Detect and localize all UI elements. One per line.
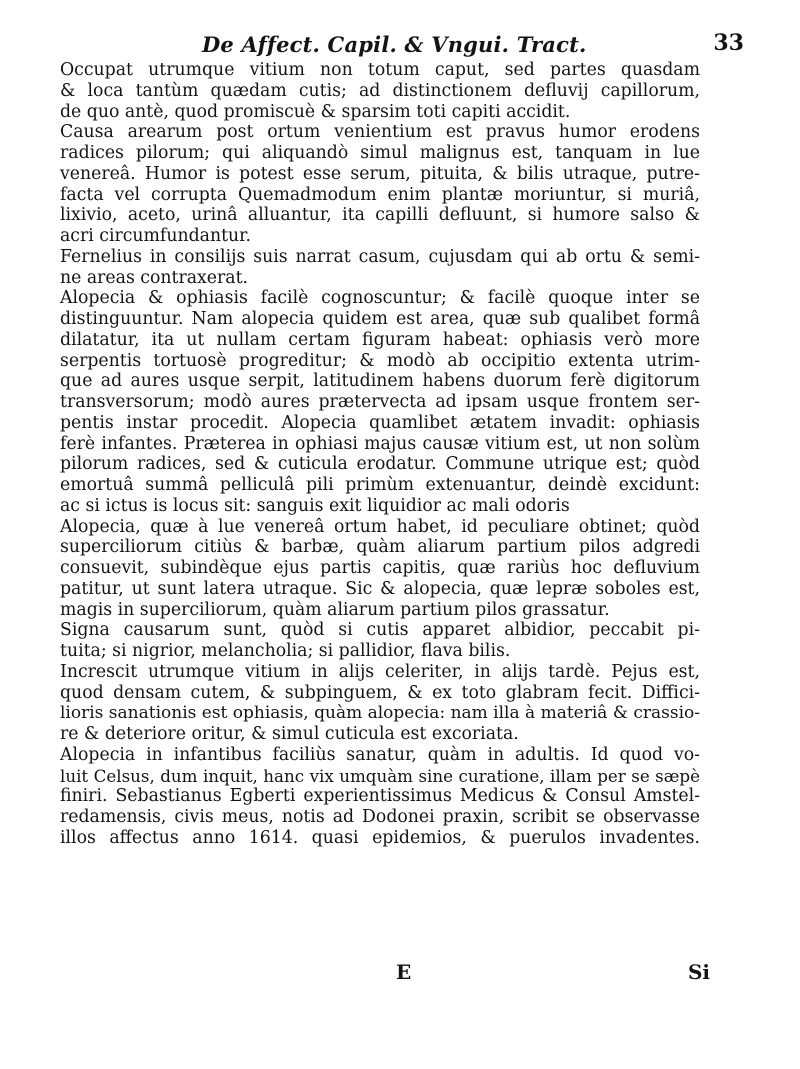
text-line: magis in superciliorum, quàm aliarum partium pilos grassatur. xyxy=(60,599,610,620)
text-line: venereâ. Humor is potest esse serum, pituita, & bilis utraque, putre- xyxy=(60,163,700,184)
text-line: illos affectus anno 1614. quasi epidemios, & puerulos invadentes. xyxy=(60,827,700,848)
running-title: De Affect. Capil. & Vngui. Tract. xyxy=(202,32,587,57)
text-line: re & deteriore oritur, & simul cuticula est excoriata. xyxy=(60,724,519,744)
text-line: lioris sanationis est ophiasis, quàm alopecia: nam illa à materiâ & crassio- xyxy=(60,703,701,724)
text-line: emortuâ summâ pelliculâ pili primùm extenuantur, deindè excidunt: xyxy=(60,475,700,495)
text-line: pilorum radices, sed & cuticula erodatur. Commune utrique est; quòd xyxy=(60,454,700,475)
text-line: luit Celsus, dum inquit, hanc vix umquàm sine curatione, illam per se sæpè xyxy=(60,765,700,786)
text-line: Alopecia & ophiasis facilè cognoscuntur; & facilè quoque inter se xyxy=(60,288,700,309)
text-line: redamensis, civis meus, notis ad Dodonei praxin, scribit se observasse xyxy=(60,807,700,827)
text-line: patitur, ut sunt latera utraque. Sic & alopecia, quæ lepræ soboles est, xyxy=(60,578,700,599)
text-line: distinguuntur. Nam alopecia quidem est area, quæ sub qualibet formâ xyxy=(60,309,700,329)
text-line: de quo antè, quod promiscuè & sparsim toti capiti accidit. xyxy=(60,101,571,122)
text-line: tuita; si nigrior, melancholia; si pallidior, flava bilis. xyxy=(60,641,511,661)
body-text xyxy=(60,60,700,849)
text-line: Alopecia in infantibus faciliùs sanatur, quàm in adultis. Id quod vo- xyxy=(60,744,700,765)
page-number: 33 xyxy=(713,30,744,56)
page-header xyxy=(50,28,750,64)
signature-mark: E xyxy=(396,960,412,984)
text-line: dilatatur, ita ut nullam certam figuram habeat: ophiasis verò more xyxy=(60,329,700,350)
text-line: Causa arearum post ortum venientium est pravus humor erodens xyxy=(60,122,700,143)
text-line: quod densam cutem, & subpinguem, & ex toto glabram fecit. Diffici- xyxy=(60,682,700,703)
text-line: finiri. Sebastianus Egberti experientissimus Medicus & Consul Amstel- xyxy=(60,786,700,807)
text-line: que ad aures usque serpit, latitudinem habens duorum ferè digitorum xyxy=(60,371,700,392)
text-line: Alopecia, quæ à lue venereâ ortum habet, id peculiare obtinet; quòd xyxy=(60,516,700,537)
text-line: Increscit utrumque vitium in alijs celeriter, in alijs tardè. Pejus est, xyxy=(60,661,700,682)
text-line: ferè infantes. Præterea in ophiasi majus causæ vitium est, ut non solùm xyxy=(60,433,700,454)
text-line: ac si ictus is locus sit: sanguis exit liquidior ac mali odoris xyxy=(60,495,570,516)
text-line: radices pilorum; qui aliquandò simul malignus est, tanquam in lue xyxy=(60,143,700,163)
text-line: & loca tantùm quædam cutis; ad distinctionem defluvij capillorum, xyxy=(60,80,700,101)
text-line: facta vel corrupta Quemadmodum enim plantæ moriuntur, si muriâ, xyxy=(60,184,700,205)
text-line: pentis instar procedit. Alopecia quamlibet ætatem invadit: ophiasis xyxy=(60,412,700,433)
catchword: Si xyxy=(687,960,710,984)
page-footer xyxy=(60,958,710,988)
text-line: Signa causarum sunt, quòd si cutis apparet albidior, peccabit pi- xyxy=(60,620,700,641)
text-line: acri circumfundantur. xyxy=(60,226,252,246)
text-line: lixivio, aceto, urinâ alluantur, ita capilli defluunt, si humore salso & xyxy=(60,205,700,226)
text-line: serpentis tortuosè progreditur; & modò ab occipitio extenta utrim- xyxy=(60,350,700,371)
text-line: consuevit, subindèque ejus partis capitis, quæ rariùs hoc defluvium xyxy=(60,558,700,578)
text-line: Occupat utrumque vitium non totum caput, sed partes quasdam xyxy=(60,60,700,80)
text-line: ne areas contraxerat. xyxy=(60,267,249,288)
text-line: superciliorum citiùs & barbæ, quàm aliarum partium pilos adgredi xyxy=(60,537,700,558)
text-line: transversorum; modò aures prætervecta ad ipsam usque frontem ser- xyxy=(60,392,700,412)
text-line: Fernelius in consilijs suis narrat casum, cujusdam qui ab ortu & semi- xyxy=(60,246,700,267)
